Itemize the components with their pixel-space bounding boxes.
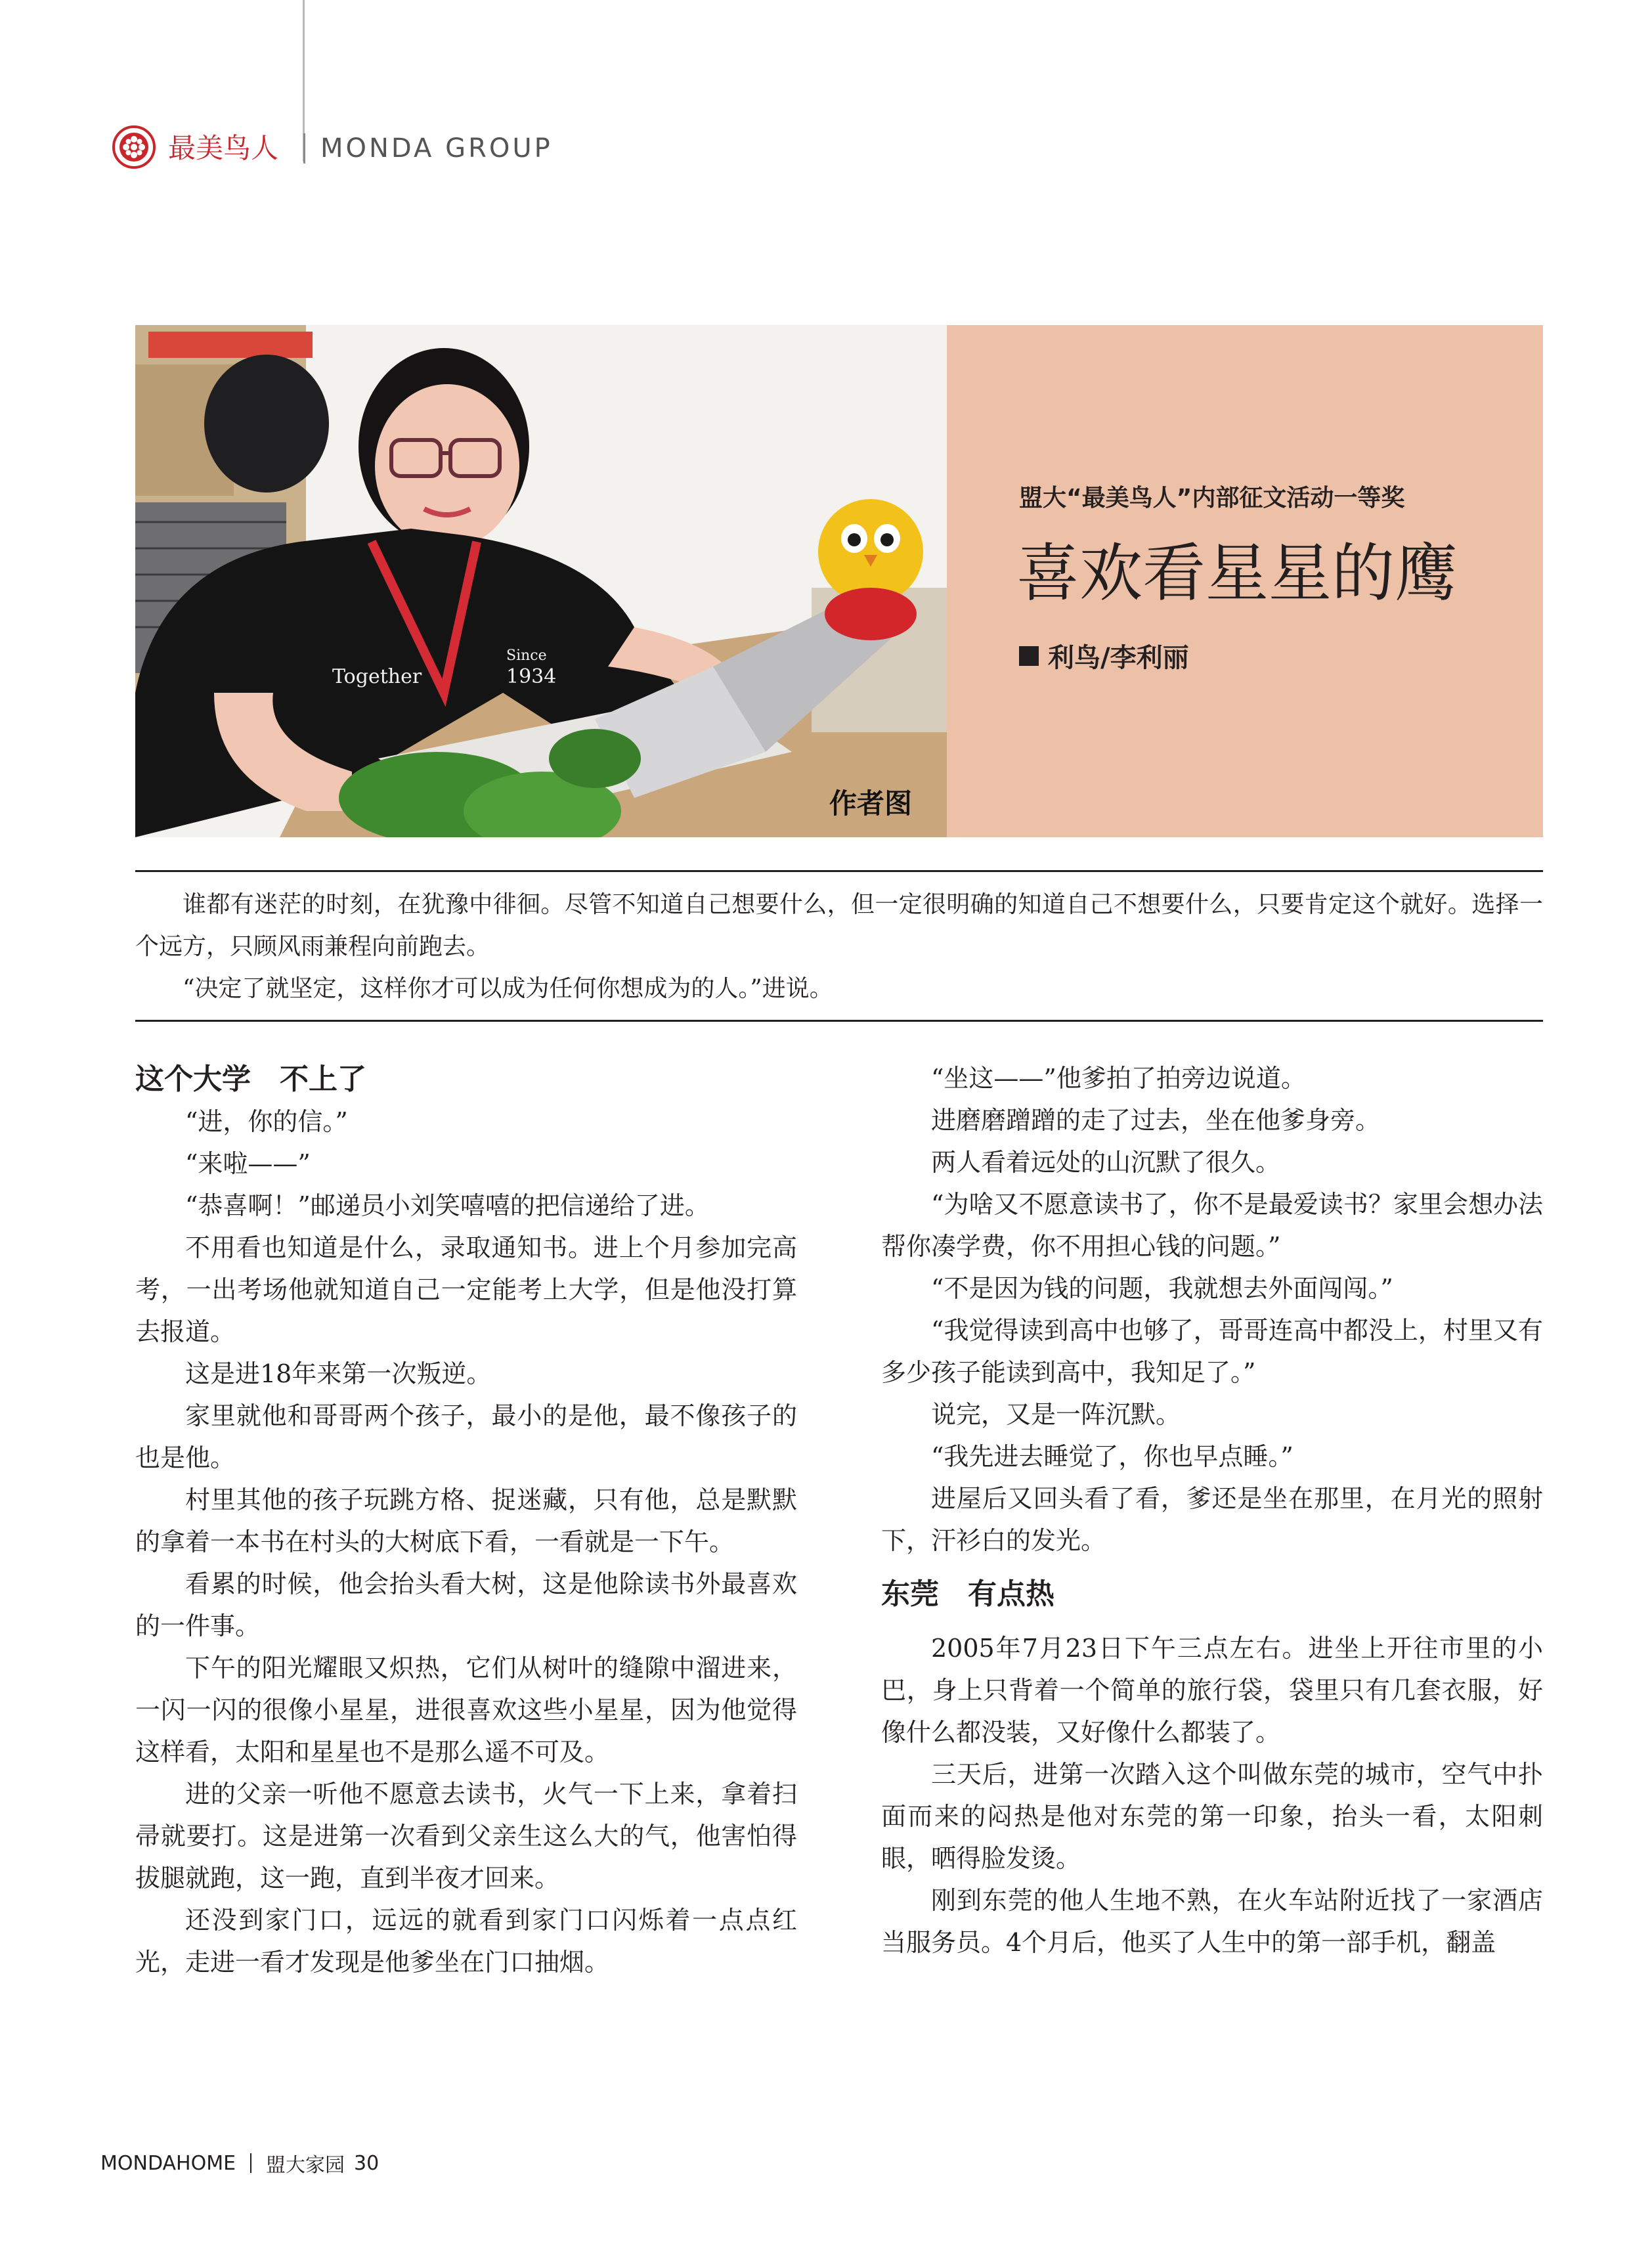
footer-magazine: 盟大家园 — [266, 2154, 345, 2177]
body-paragraph: 说完，又是一阵沉默。 — [931, 1400, 1181, 1429]
article-title: 喜欢看星星的鹰 — [1016, 537, 1458, 610]
title-panel — [947, 325, 1543, 837]
body-paragraph: 进的父亲一听他不愿意去读书，火气一下上来，拿着扫帚就要打。这是进第一次看到父亲生这么大的气，他害怕得拔腿就跑，这一跑，直到半夜才回来。 — [135, 1780, 797, 1893]
page-number: 30 — [354, 2151, 380, 2175]
right-column — [881, 1057, 1543, 1963]
body-paragraph: “我觉得读到高中也够了，哥哥连高中都没上，村里又有多少孩子能读到高中，我知足了。” — [881, 1316, 1543, 1387]
body-paragraph: 家里就他和哥哥两个孩子，最小的是他，最不像孩子的也是他。 — [135, 1401, 797, 1472]
photo-caption: 作者图 — [829, 787, 912, 820]
byline-square-icon — [1019, 646, 1039, 666]
footer-divider — [250, 2153, 251, 2173]
intro-rule-top — [135, 870, 1543, 872]
shirt-print-together: Together — [332, 665, 422, 688]
article-kicker: 盟大“最美鸟人”内部征文活动一等奖 — [1019, 485, 1405, 512]
body-paragraph: 村里其他的孩子玩跳方格、捉迷藏，只有他，总是默默的拿着一本书在村头的大树底下看，一看就是一下午。 — [135, 1485, 797, 1556]
body-paragraph: “坐这——”他爹拍了拍旁边说道。 — [931, 1064, 1306, 1093]
footer-brand: MONDAHOME — [100, 2151, 236, 2175]
intro-rule-bottom — [135, 1020, 1543, 1022]
shirt-print-year: 1934 — [506, 665, 557, 688]
shirt-print-since: Since — [506, 647, 547, 664]
body-paragraph: 看累的时候，他会抬头看大树，这是他除读书外最喜欢的一件事。 — [135, 1569, 797, 1640]
author-photo — [135, 325, 947, 837]
byline-author: 利鸟/李利丽 — [1048, 643, 1189, 673]
intro-quote: “决定了就坚定，这样你才可以成为任何你想成为的人。”进说。 — [183, 975, 833, 1002]
column-name: 最美鸟人 — [168, 132, 279, 164]
body-paragraph: 进磨磨蹭蹭的走了过去，坐在他爹身旁。 — [931, 1106, 1381, 1135]
body-paragraph: 三天后，进第一次踏入这个叫做东莞的城市，空气中扑面而来的闷热是他对东莞的第一印象，抬头一看，太阳刺眼，晒得脸发烫。 — [881, 1760, 1543, 1873]
header-divider — [303, 133, 305, 164]
body-paragraph: “恭喜啊！”邮递员小刘笑嘻嘻的把信递给了进。 — [185, 1191, 710, 1220]
body-paragraph: “进，你的信。” — [185, 1107, 348, 1136]
intro-paragraph: 谁都有迷茫的时刻，在犹豫中徘徊。尽管不知道自己想要什么，但一定很明确的知道自己不想要什么，只要肯定这个就好。选择一个远方，只顾风雨兼程向前跑去。 — [135, 891, 1543, 960]
body-paragraph: 这是进18年来第一次叛逆。 — [185, 1359, 492, 1388]
body-paragraph: 刚到东莞的他人生地不熟，在火车站附近找了一家酒店当服务员。4个月后，他买了人生中的第一部手机，翻盖 — [881, 1886, 1543, 1957]
body-paragraph: 不用看也知道是什么，录取通知书。进上个月参加完高考，一出考场他就知道自己一定能考上大学，但是他没打算去报道。 — [135, 1233, 797, 1346]
body-paragraph: 2005年7月23日下午三点左右。进坐上开往市里的小巴，身上只背着一个简单的旅行袋，袋里只有几套衣服，好像什么都没装，又好像什么都装了。 — [881, 1634, 1543, 1747]
left-column — [135, 1059, 797, 1983]
body-paragraph: 两人看着远处的山沉默了很久。 — [931, 1148, 1281, 1177]
body-paragraph: “为啥又不愿意读书了，你不是最爱读书？家里会想办法帮你凑学费，你不用担心钱的问题。” — [881, 1190, 1543, 1261]
section-heading-2: 东莞 有点热 — [881, 1577, 1054, 1611]
body-paragraph: 进屋后又回头看了看，爹还是坐在那里，在月光的照射下，汗衫白的发光。 — [881, 1484, 1543, 1555]
body-paragraph: 下午的阳光耀眼又炽热，它们从树叶的缝隙中溜进来，一闪一闪的很像小星星，进很喜欢这些小星星，因为他觉得这样看，太阳和星星也不是那么遥不可及。 — [135, 1654, 797, 1766]
section-heading-1: 这个大学 不上了 — [135, 1063, 366, 1096]
article-byline — [1019, 637, 1189, 674]
monda-logo-icon — [112, 125, 156, 169]
body-paragraph: 还没到家门口，远远的就看到家门口闪烁着一点点红光，走进一看才发现是他爹坐在门口抽烟。 — [135, 1906, 797, 1977]
intro-box — [135, 884, 1543, 1010]
group-name: MONDA GROUP — [320, 133, 553, 164]
body-paragraph: “不是因为钱的问题，我就想去外面闯闯。” — [931, 1274, 1393, 1303]
body-paragraph: “来啦——” — [185, 1149, 311, 1178]
page-footer — [100, 2149, 379, 2178]
body-paragraph: “我先进去睡觉了，你也早点睡。” — [931, 1442, 1293, 1471]
